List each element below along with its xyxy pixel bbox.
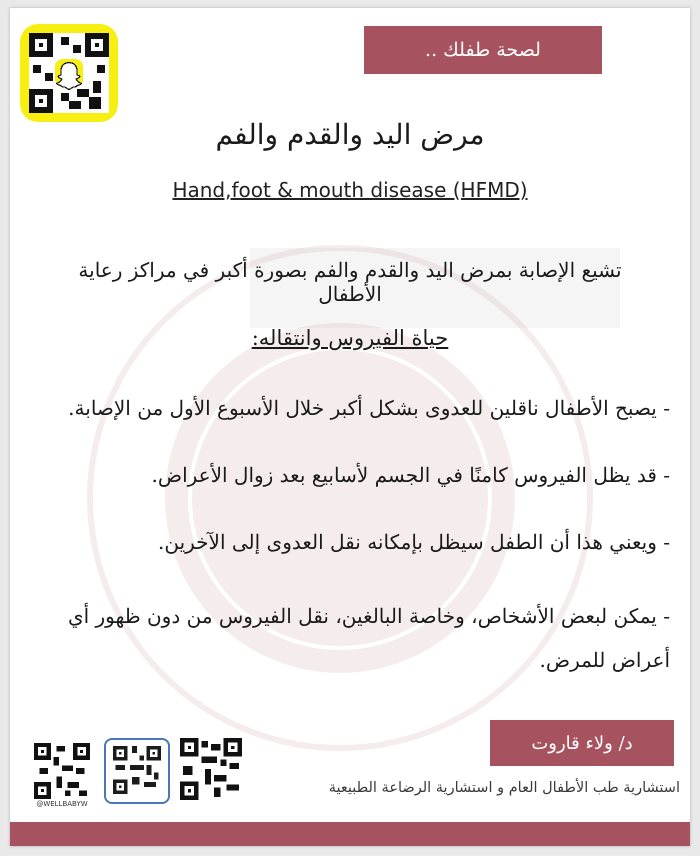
title-english: Hand,foot & mouth disease (HFMD) [172, 178, 528, 202]
credentials-text: استشارية طب الأطفال العام و استشارية الرضاعة الطبيعية [328, 780, 680, 796]
header-tag: لصحة طفلك .. [364, 26, 602, 74]
qr-code-icon [29, 33, 109, 113]
signature-banner: د/ ولاء قاروت [490, 720, 674, 766]
section-heading-label: حياة الفيروس وانتقاله: [251, 326, 449, 350]
instagram-qr-icon[interactable] [34, 743, 90, 799]
bullet-item: - يمكن لبعض الأشخاص، وخاصة البالغين، نقل الفيروس من دون ظهور أي أعراض للمرض. [67, 604, 670, 672]
website-qr-icon[interactable] [180, 738, 242, 800]
bullet-item: - ويعني هذا أن الطفل سيظل بإمكانه نقل العدوى إلى الآخرين. [158, 530, 670, 554]
bullet-item: - قد يظل الفيروس كامنًا في الجسم لأسابيع بعد زوال الأعراض. [151, 463, 670, 487]
footer-bar [10, 822, 690, 846]
snapchat-qr-code[interactable] [20, 24, 118, 122]
bullet-list [50, 393, 670, 682]
bullet-item: - يصبح الأطفال ناقلين للعدوى بشكل أكبر خلال الأسبوع الأول من الإصابة. [68, 396, 670, 420]
qr-code-icon [113, 746, 161, 794]
linktree-qr-code[interactable] [104, 738, 170, 804]
intro-text: تشيع الإصابة بمرض اليد والقدم والفم بصورة أكبر في مراكز رعاية الأطفال [78, 258, 622, 306]
title-arabic: مرض اليد والقدم والفم [215, 118, 485, 151]
section-heading [10, 326, 690, 350]
qr-handle-label: @WELLBABYW [36, 800, 88, 808]
infographic-card [10, 8, 690, 846]
